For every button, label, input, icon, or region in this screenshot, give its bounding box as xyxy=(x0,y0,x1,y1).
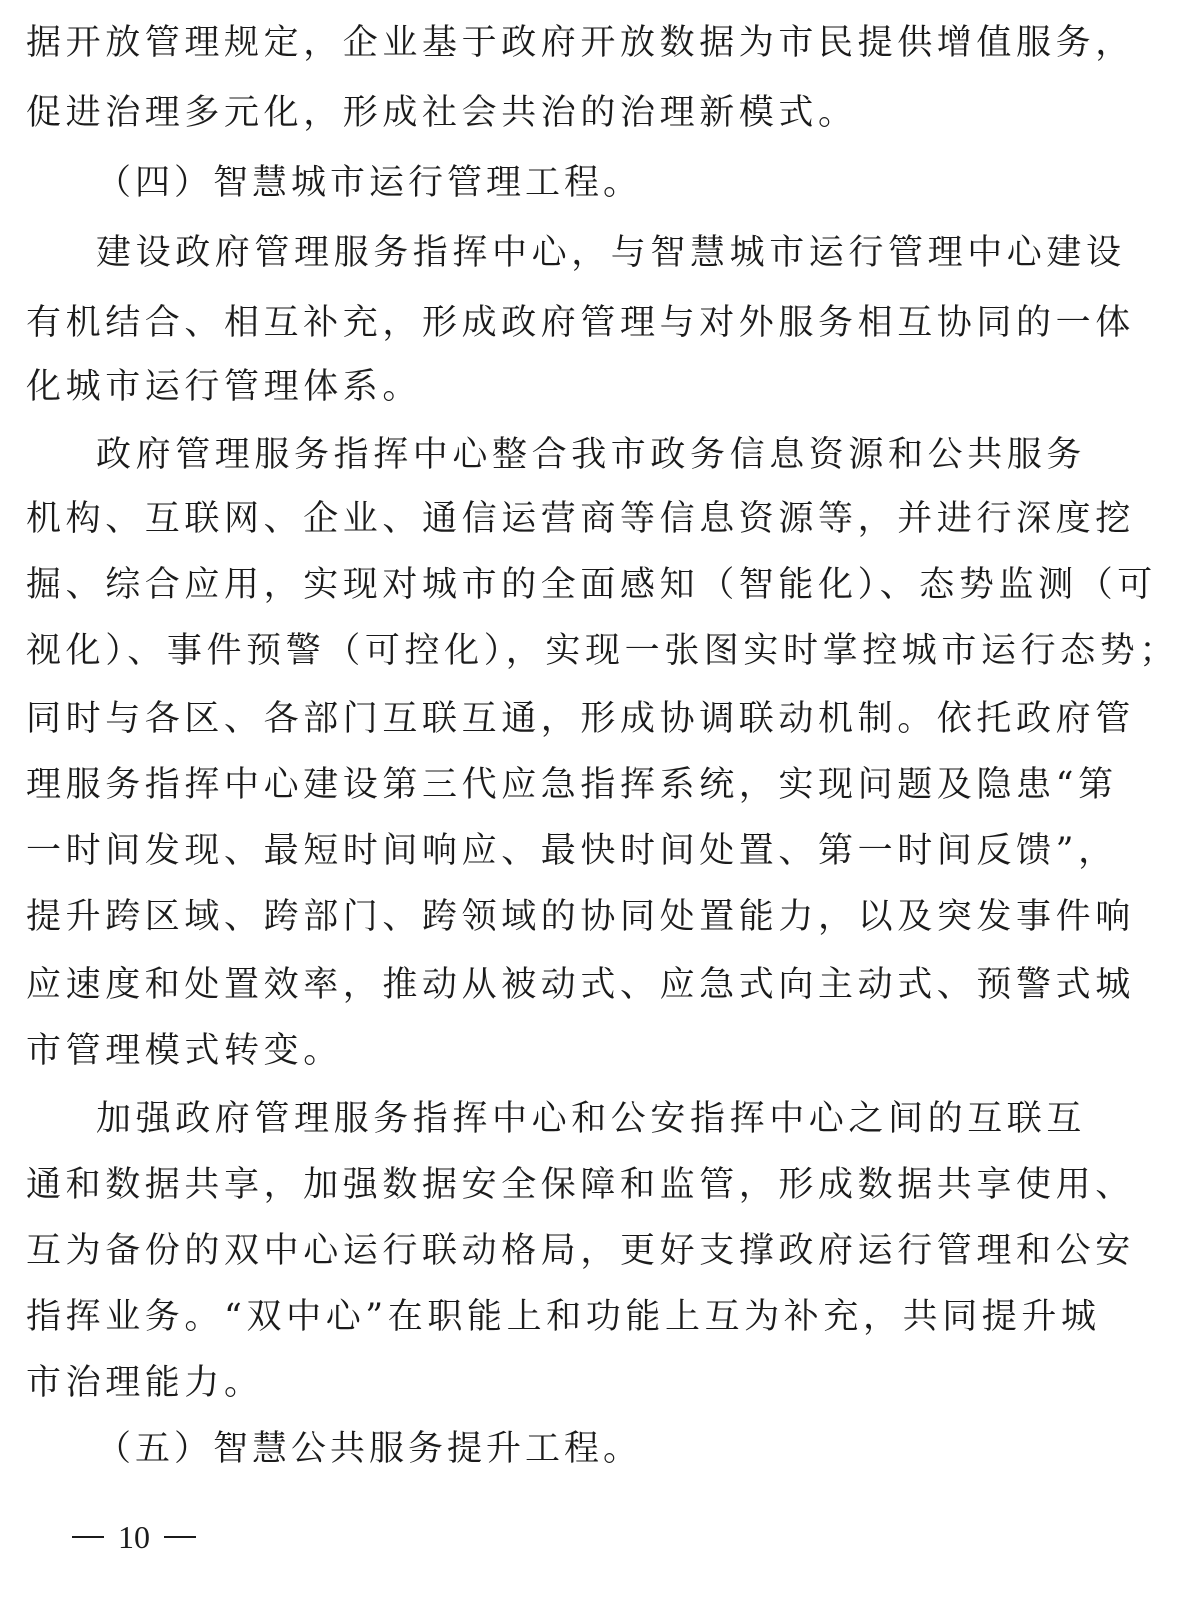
paragraph-line: 化城市运行管理体系。 xyxy=(26,367,423,407)
paragraph-line: 通和数据共享，加强数据安全保障和监管，形成数据共享使用、 xyxy=(26,1165,1135,1205)
paragraph-line: 加强政府管理服务指挥中心和公安指挥中心之间的互联互 xyxy=(96,1099,1087,1139)
paragraph-line: 掘、综合应用，实现对城市的全面感知（智能化）、态势监测（可 xyxy=(26,565,1157,605)
footer-dash-left xyxy=(72,1536,104,1538)
paragraph-line: 一时间发现、最短时间响应、最快时间处置、第一时间反馈”， xyxy=(26,831,1118,871)
paragraph-line: 理服务指挥中心建设第三代应急指挥系统，实现问题及隐患“第 xyxy=(26,765,1118,805)
section-heading-5: （五）智慧公共服务提升工程。 xyxy=(96,1429,643,1469)
paragraph-line: 促进治理多元化，形成社会共治的治理新模式。 xyxy=(26,93,858,133)
paragraph-line: 据开放管理规定，企业基于政府开放数据为市民提供增值服务， xyxy=(26,23,1135,63)
paragraph-line: 政府管理服务指挥中心整合我市政务信息资源和公共服务 xyxy=(96,435,1087,475)
paragraph-line: 指挥业务。“双中心”在职能上和功能上互为补充，共同提升城 xyxy=(26,1297,1101,1337)
paragraph-line: 有机结合、相互补充，形成政府管理与对外服务相互协同的一体 xyxy=(26,303,1135,343)
paragraph-line: 同时与各区、各部门互联互通，形成协调联动机制。依托政府管 xyxy=(26,699,1135,739)
paragraph-line: 视化）、事件预警（可控化），实现一张图实时掌控城市运行态势； xyxy=(26,631,1179,671)
paragraph-line: 应速度和处置效率，推动从被动式、应急式向主动式、预警式城 xyxy=(26,965,1135,1005)
paragraph-line: 提升跨区域、跨部门、跨领域的协同处置能力，以及突发事件响 xyxy=(26,897,1135,937)
section-heading-4: （四）智慧城市运行管理工程。 xyxy=(96,163,643,203)
paragraph-line: 市治理能力。 xyxy=(26,1363,264,1403)
page-number: 10 xyxy=(118,1519,150,1555)
paragraph-line: 市管理模式转变。 xyxy=(26,1031,343,1071)
paragraph-line: 建设政府管理服务指挥中心，与智慧城市运行管理中心建设 xyxy=(96,233,1126,273)
footer-dash-right xyxy=(164,1536,196,1538)
page-footer xyxy=(58,1512,210,1562)
paragraph-line: 互为备份的双中心运行联动格局，更好支撑政府运行管理和公安 xyxy=(26,1231,1135,1271)
paragraph-line: 机构、互联网、企业、通信运营商等信息资源等，并进行深度挖 xyxy=(26,499,1135,539)
